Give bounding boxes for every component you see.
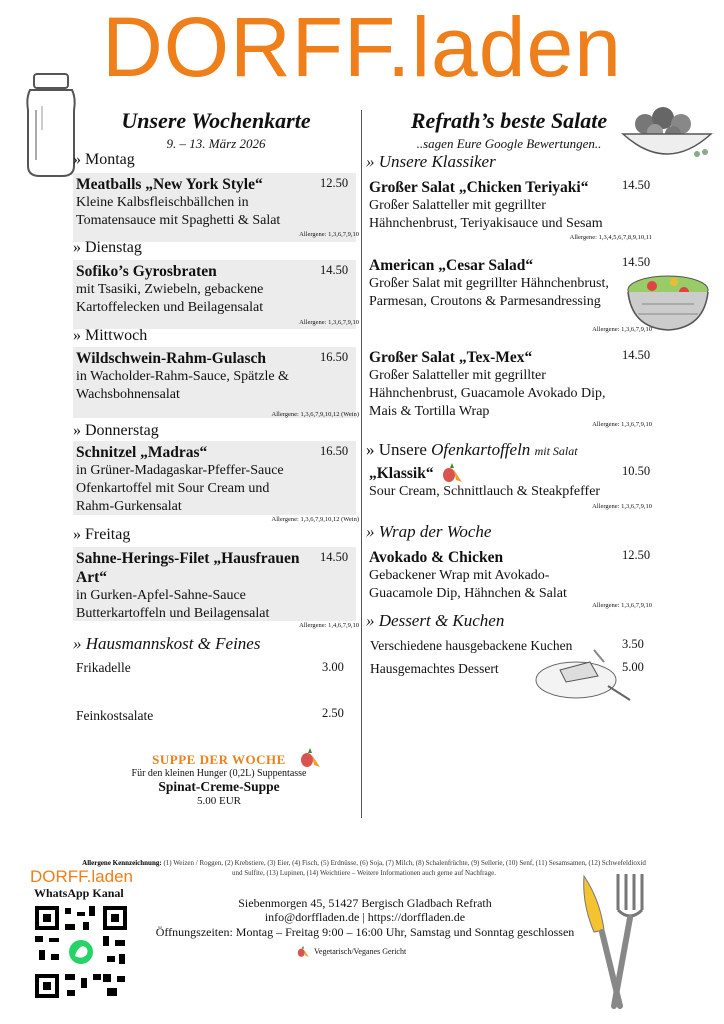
dish-price: 14.50 bbox=[320, 263, 349, 277]
whatsapp-title: WhatsApp Kanal bbox=[34, 886, 124, 900]
dish-price: 14.50 bbox=[320, 550, 349, 564]
dish-name: Großer Salat „Chicken Teriyaki“ bbox=[369, 179, 589, 196]
whatsapp-brand: DORFF.laden bbox=[30, 867, 133, 886]
column-divider bbox=[361, 110, 362, 818]
dish-name: American „Cesar Salad“ bbox=[369, 257, 534, 274]
dish-allergens: Allergene: 1,3,6,7,9,10,12 (Wein) bbox=[271, 516, 359, 523]
brand-title: DORFF.laden bbox=[102, 0, 622, 94]
dish-allergens: Allergene: 1,3,6,7,9,10 bbox=[299, 231, 359, 238]
simple-item-name: Verschiedene hausgebackene Kuchen bbox=[370, 638, 573, 653]
salad-basket-illustration bbox=[622, 268, 714, 334]
soup-subtitle: Für den kleinen Hunger (0,2L) Suppentasse bbox=[131, 768, 307, 779]
dish-description: Großer Salatteller mit gegrillter Hähnchenbrust, Teriyakisauce und Sesam bbox=[369, 198, 603, 231]
dish-description: Großer Salat mit gegrillter Hähnchenbrust, Parmesan, Croutons & Parmesandressing bbox=[369, 276, 609, 309]
vegetable-icon bbox=[440, 460, 464, 484]
simple-item-price: 5.00 bbox=[622, 660, 644, 674]
dish-name: Schnitzel „Madras“ bbox=[76, 444, 208, 461]
footer-hours: Öffnungszeiten: Montag – Freitag 9:00 – 16:00 Uhr, Samstag und Sonntag geschlossen bbox=[155, 925, 575, 939]
soup-name: Spinat-Creme-Suppe bbox=[158, 779, 280, 794]
weekly-menu-title: Unsere Wochenkarte bbox=[121, 108, 311, 133]
footer-address: Siebenmorgen 45, 51427 Bergisch Gladbach Refrath bbox=[238, 896, 492, 910]
dish-allergens: Allergene: 1,3,6,7,9,10 bbox=[592, 503, 652, 510]
menu-item-thursday bbox=[73, 441, 356, 515]
dish-price: 16.50 bbox=[320, 444, 349, 458]
whatsapp-qr-code[interactable] bbox=[33, 904, 129, 1000]
legend-text: (1) Weizen / Roggen, (2) Krebstiere, (3) Eier, (4) Fisch, (5) Erdnüsse, (6) Soja, (7) Milch, (8) Schalenfrüchte, (9) Sellerie, (10) Senf, (11) Sesamsamen, (12) Schwefeldioxid und Sulfite, (13) Lupinen, (14) Weichtiere – Weitere Informationen auch gerne auf Nachfrage. bbox=[163, 859, 646, 877]
salads-title: Refrath’s beste Salate bbox=[410, 108, 608, 133]
salad-item bbox=[366, 176, 616, 235]
dish-description: Großer Salatteller mit gegrillter Hähnchenbrust, Guacamole Avokado Dip, Mais & Tortilla Wrap bbox=[369, 368, 606, 419]
dish-name: Großer Salat „Tex-Mex“ bbox=[369, 349, 533, 366]
dish-allergens: Allergene: 1,3,6,7,9,10 bbox=[592, 421, 652, 428]
dish-name: Meatballs „New York Style“ bbox=[76, 176, 263, 193]
dish-name: Sofiko’s Gyrosbraten bbox=[76, 263, 217, 280]
day-heading-monday: » Montag bbox=[73, 151, 135, 168]
potato-title-a: » Unsere bbox=[366, 440, 427, 459]
day-heading-thursday: » Donnerstag bbox=[73, 422, 159, 439]
day-heading-tuesday: » Dienstag bbox=[73, 239, 142, 256]
salad-item bbox=[366, 254, 616, 313]
dish-price: 16.50 bbox=[320, 350, 349, 364]
salads-subtitle: ..sagen Eure Google Bewertungen.. bbox=[416, 136, 602, 151]
simple-item-name: Feinkostsalate bbox=[76, 708, 154, 723]
dish-description: in Gurken-Apfel-Sahne-Sauce Butterkartoffeln und Beilagensalat bbox=[76, 588, 270, 621]
dish-description: in Grüner-Madagaskar-Pfeffer-Sauce Ofenkartoffel mit Sour Cream und Rahm-Gurkensalat bbox=[76, 463, 284, 514]
simple-item-name: Hausgemachtes Dessert bbox=[370, 661, 499, 676]
dish-name: „Klassik“ bbox=[369, 465, 434, 482]
menu-item-friday bbox=[73, 547, 356, 621]
section-title-dessert: » Dessert & Kuchen bbox=[366, 611, 505, 630]
simple-item-price: 3.00 bbox=[322, 660, 344, 674]
day-heading-wednesday: » Mittwoch bbox=[73, 327, 148, 344]
dish-description: in Wacholder-Rahm-Sauce, Spätzle & Wachsbohnensalat bbox=[76, 369, 289, 402]
weekly-menu-dates: 9. – 13. März 2026 bbox=[166, 136, 266, 151]
dish-name: Sahne-Herings-Filet „Hausfrauen Art“ bbox=[76, 550, 300, 586]
dish-price: 14.50 bbox=[622, 178, 651, 192]
cutlery-illustration bbox=[574, 870, 650, 1012]
dish-description: Kleine Kalbsfleischbällchen in Tomatensauce mit Spaghetti & Salat bbox=[76, 195, 281, 228]
potato-title-b: Ofenkartoffeln bbox=[431, 440, 531, 459]
salad-item bbox=[366, 346, 616, 423]
section-title-potatoes bbox=[366, 440, 578, 460]
simple-item-price: 2.50 bbox=[322, 706, 344, 720]
dish-price: 10.50 bbox=[622, 464, 651, 478]
dish-allergens: Allergene: 1,3,6,7,9,10 bbox=[592, 602, 652, 609]
vegetable-icon bbox=[296, 944, 310, 958]
menu-item-wednesday bbox=[73, 347, 356, 418]
veg-legend-text: Vegetarisch/Veganes Gericht bbox=[314, 946, 407, 956]
dish-allergens: Allergene: 1,3,4,5,6,7,8,9,10,11 bbox=[569, 234, 652, 241]
day-heading-friday: » Freitag bbox=[73, 526, 131, 543]
footer-contact[interactable]: info@dorffladen.de | https://dorffladen.de bbox=[264, 910, 466, 924]
legend-label: Allergene Kennzeichnung: bbox=[82, 859, 162, 867]
section-title-classics: » Unsere Klassiker bbox=[366, 152, 496, 171]
dish-description: Sour Cream, Schnittlauch & Steakpfeffer bbox=[369, 484, 601, 499]
dish-price: 12.50 bbox=[622, 548, 651, 562]
dish-name: Wildschwein-Rahm-Gulasch bbox=[76, 350, 267, 367]
dish-description: mit Tsasiki, Zwiebeln, gebackene Kartoffelecken und Beilagensalat bbox=[76, 282, 264, 315]
dish-price: 14.50 bbox=[622, 255, 651, 269]
dish-allergens: Allergene: 1,3,6,7,9,10,12 (Wein) bbox=[271, 411, 359, 418]
vegetable-icon bbox=[298, 745, 322, 769]
simple-item-name: Frikadelle bbox=[76, 660, 131, 675]
potato-item bbox=[366, 462, 616, 503]
dish-description: Gebackener Wrap mit Avokado-Guacamole Dip, Hähnchen & Salat bbox=[369, 568, 567, 601]
dish-price: 12.50 bbox=[320, 176, 349, 190]
section-title-hausmannskost: » Hausmannskost & Feines bbox=[73, 634, 261, 653]
section-title-wrap: » Wrap der Woche bbox=[366, 522, 492, 541]
soup-price: 5.00 EUR bbox=[197, 795, 241, 807]
potato-title-c: mit Salat bbox=[534, 444, 578, 458]
simple-item-price: 3.50 bbox=[622, 637, 644, 651]
soup-title: SUPPE DER WOCHE bbox=[152, 752, 286, 767]
wrap-item bbox=[366, 546, 616, 605]
dish-name: Avokado & Chicken bbox=[369, 549, 504, 566]
allergen-legend bbox=[80, 858, 648, 878]
veg-legend bbox=[296, 944, 406, 958]
dish-price: 14.50 bbox=[622, 348, 651, 362]
dish-allergens: Allergene: 1,3,6,7,9,10 bbox=[299, 319, 359, 326]
dish-allergens: Allergene: 1,4,6,7,9,10 bbox=[299, 622, 359, 629]
dish-allergens: Allergene: 1,3,6,7,9,10 bbox=[592, 326, 652, 333]
